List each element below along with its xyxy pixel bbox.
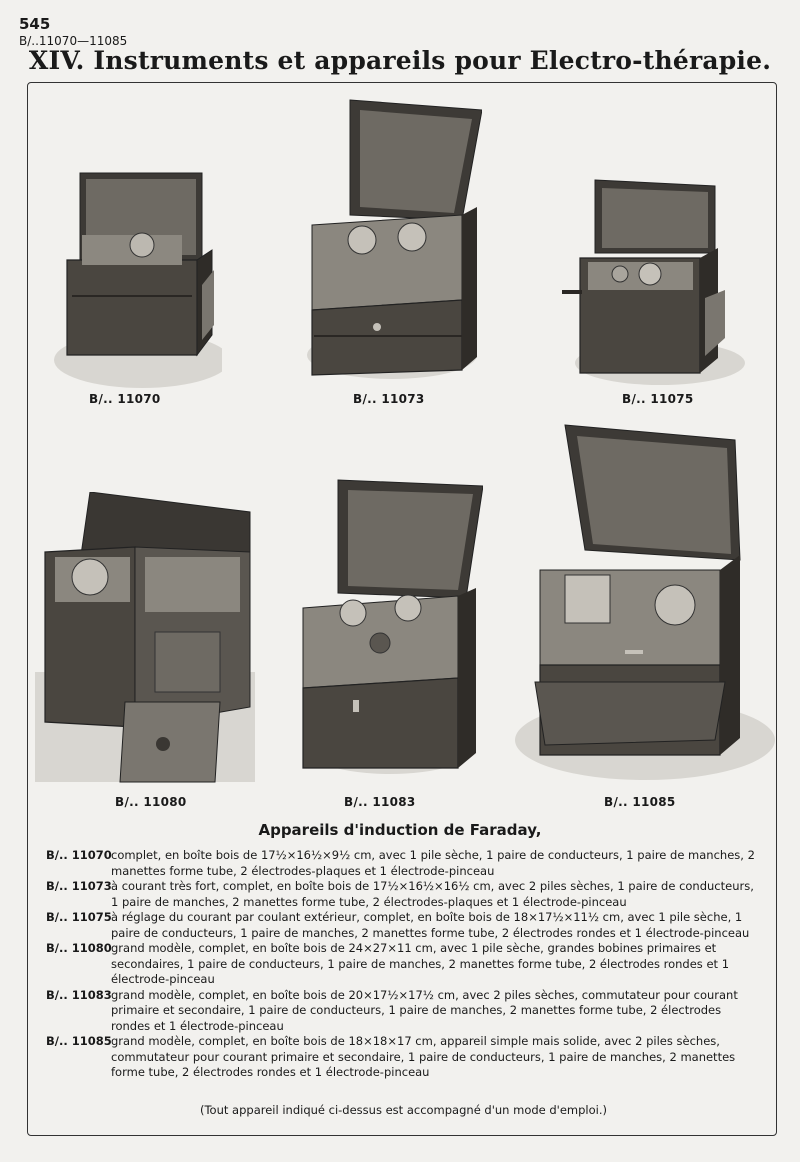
catalog-range: B/..11070—11085 [19, 34, 128, 48]
product-label-11080: B/.. 11080 [115, 795, 187, 809]
list-item [46, 910, 761, 941]
entry-description: complet, en boîte bois de 17½×16½×9½ cm, avec 1 pile sèche, 1 paire de conducteurs, 1 paire de manches, 2 manettes forme tube, 2 électrodes-plaques et 1 électrode-pinceau [111, 848, 755, 878]
list-item [46, 941, 761, 988]
entry-list [46, 848, 761, 1081]
section-title: Appareils d'induction de Faraday, [258, 821, 542, 839]
product-label-11075: B/.. 11075 [622, 392, 694, 406]
entry-code: B/.. 11075 [46, 910, 112, 924]
product-label-11083: B/.. 11083 [344, 795, 416, 809]
entry-code: B/.. 11073 [46, 879, 112, 893]
entry-description: grand modèle, complet, en boîte bois de 24×27×11 cm, avec 1 pile sèche, grandes bobines primaires et secondaires, 1 paire de conducteurs, 1 paire de manches, 2 manettes forme tube, 2 électrodes rondes et 1 électrode-pinceau [111, 941, 730, 986]
entry-description: grand modèle, complet, en boîte bois de 20×17½×17½ cm, avec 2 piles sèches, commutateur pour courant primaire et secondaire, 1 paire de conducteurs, 1 paire de manches, 2 manettes forme tube, 2 électrodes rondes et 1 électrode-pinceau [111, 987, 738, 1033]
entry-description: grand modèle, complet, en boîte bois de 18×18×17 cm, appareil simple mais solide, avec 2 piles sèches, commutateur pour courant primaire et secondaire, 1 paire de conducteurs, 1 paire de manches, 2 manettes forme tube, 2 électrodes rondes et 1 électrode-pinceau [111, 1034, 736, 1079]
entry-description: à courant très fort, complet, en boîte bois de 17½×16½×16½ cm, avec 2 piles sèches, 1 paire de conducteurs, 1 paire de manches, 2 manettes forme tube, 2 électrodes-plaques et 1 électrode-pinceau [111, 879, 754, 909]
entry-code: B/.. 11083 [46, 987, 112, 1002]
page-number: 545 [19, 15, 51, 33]
list-item [46, 1034, 761, 1081]
entry-code: B/.. 11080 [46, 941, 112, 955]
product-label-11085: B/.. 11085 [604, 795, 676, 809]
usage-note: (Tout appareil indiqué ci-dessus est accompagné d'un mode d'emploi.) [200, 1103, 607, 1117]
list-item [46, 879, 761, 910]
product-label-11070: B/.. 11070 [89, 392, 161, 406]
product-image-11070 [52, 165, 222, 390]
list-item [46, 848, 761, 879]
page-title: XIV. Instruments et appareils pour Electro-thérapie. [28, 46, 772, 75]
product-image-11073 [302, 95, 482, 385]
product-image-11085 [505, 420, 775, 785]
product-image-11080 [35, 492, 257, 784]
entry-description: à réglage du courant par coulant extérieur, complet, en boîte bois de 18×17½×11½ cm, avec 1 pile sèche, 1 paire de conducteurs, 1 paire de manches, 2 manettes forme tube, 2 électrodes rondes et 1 électrode-pinceau [111, 910, 750, 940]
list-item [46, 988, 761, 1035]
product-image-11083 [298, 478, 483, 778]
entry-code: B/.. 11085 [46, 1034, 112, 1048]
product-image-11075 [560, 178, 745, 388]
product-label-11073: B/.. 11073 [353, 392, 425, 406]
entry-code: B/.. 11070 [46, 848, 112, 862]
